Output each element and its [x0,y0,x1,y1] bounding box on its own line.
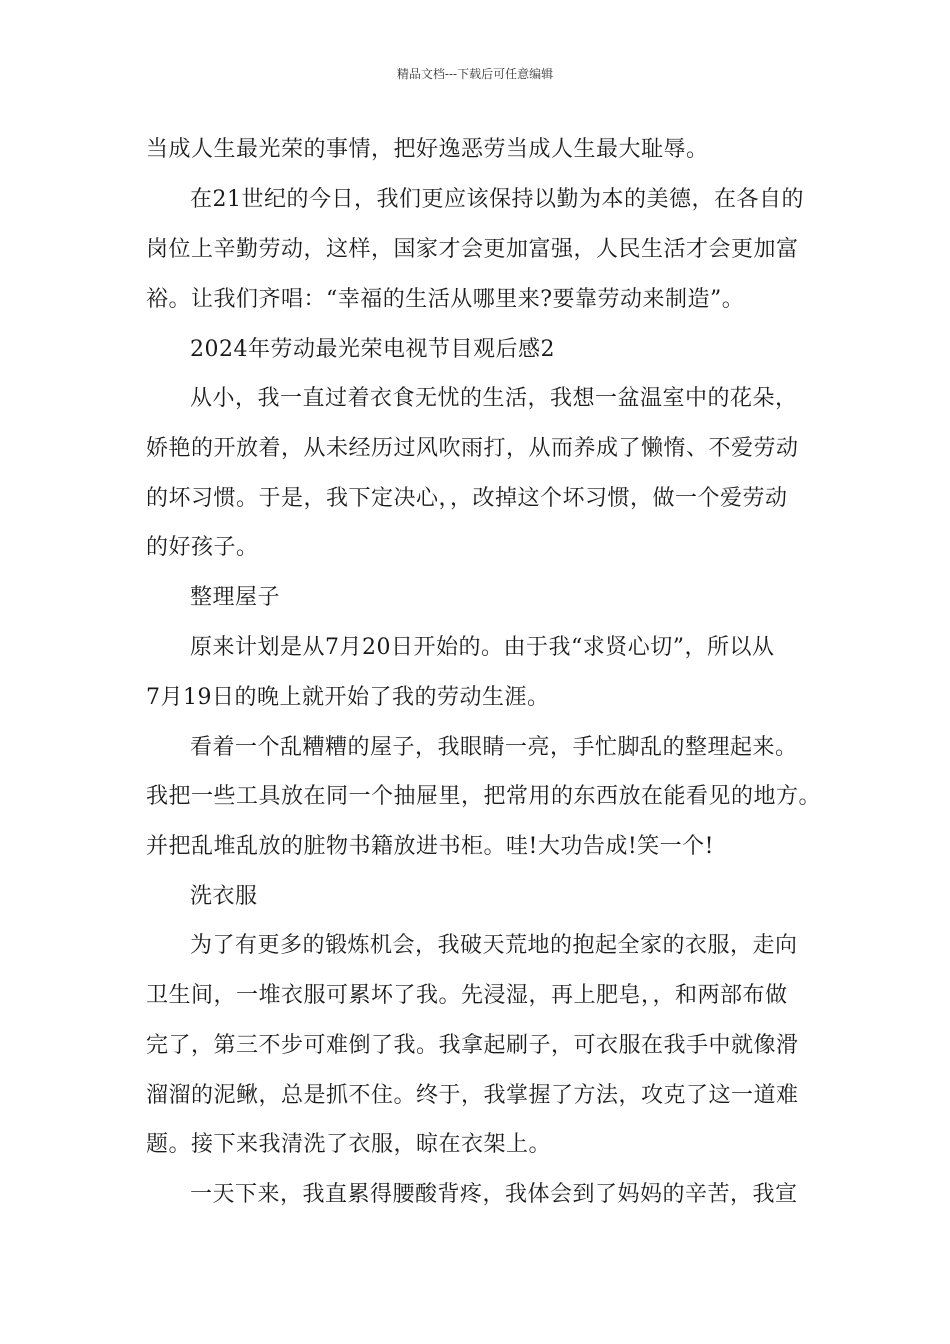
body-line: 原来计划是从7月20日开始的。由于我“求贤心切”，所以从 [190,635,775,660]
body-line: 为了有更多的锻炼机会，我破天荒地的抱起全家的衣服，走向 [190,933,798,958]
body-line: 并把乱堆乱放的脏物书籍放进书柜。哇!大功告成!笑一个! [146,834,715,859]
body-line: 题。接下来我清洗了衣服，晾在衣架上。 [146,1132,552,1157]
body-line: 从小，我一直过着衣食无忧的生活，我想一盆温室中的花朵， [190,386,798,411]
body-line: 当成人生最光荣的事情，把好逸恶劳当成人生最大耻辱。 [146,137,709,162]
page-header: 精品文档---下载后可任意编辑 [396,67,554,81]
body-line: 一天下来，我直累得腰酸背疼，我体会到了妈妈的辛苦，我宣 [190,1182,798,1207]
body-line: 溜溜的泥鳅，总是抓不住。终于，我掌握了方法，攻克了这一道难 [146,1083,799,1108]
body-line: 在21世纪的今日，我们更应该保持以勤为本的美德，在各自的 [190,187,804,212]
body-line: 7月19日的晚上就开始了我的劳动生涯。 [146,685,550,710]
body-line: 的坏习惯。于是，我下定决心，，改掉这个坏习惯，做一个爱劳动 [146,486,788,511]
body-line: 看着一个乱糟糟的屋子，我眼睛一亮，手忙脚乱的整理起来。 [190,735,798,760]
body-line: 裕。让我们齐唱：“幸福的生活从哪里来?要靠劳动来制造”。 [146,287,745,312]
subheading: 整理屋子 [190,585,281,610]
body-line: 我把一些工具放在同一个抽屉里，把常用的东西放在能看见的地方。 [146,784,822,809]
subheading: 洗衣服 [190,884,258,909]
body-line: 岗位上辛勤劳动，这样，国家才会更加富强，人民生活才会更加富 [146,237,799,262]
body-line: 卫生间，一堆衣服可累坏了我。先浸湿，再上肥皂，，和两部布做 [146,983,788,1008]
body-line: 娇艳的开放着，从未经历过风吹雨打，从而养成了懒惰、不爱劳动 [146,436,799,461]
section-heading: 2024年劳动最光荣电视节目观后感2 [190,337,555,362]
body-line: 的好孩子。 [146,535,259,560]
body-line: 完了，第三不步可难倒了我。我拿起刷子，可衣服在我手中就像滑 [146,1033,799,1058]
